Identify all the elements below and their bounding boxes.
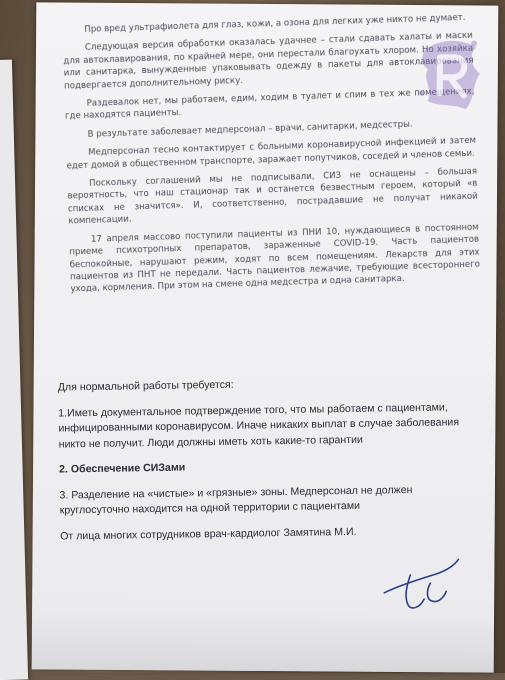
paragraph-processing: Следующая версия обработки оказалась удачнее – стали сдавать халаты и маски для автоклавирования, по крайней мере, они перестали благоухать хлором. Но хозяйка или санитарка, вынужденные упаковывать одежду в пакеты для автоклавирования подвергается дополнительному риску. (63, 31, 474, 92)
page-shadow (32, 609, 494, 672)
r-logo-watermark-icon (416, 33, 487, 113)
document-body-requirements (58, 374, 479, 545)
paragraph-no-rooms: Раздевалок нет, мы работаем, едим, ходим в туалет и спим в тех же помещениях, где находятся пациенты. (64, 86, 475, 122)
paragraph-result: В результате заболевает медперсонал – врачи, санитарки, медсестры. (87, 119, 413, 140)
requirement-item-3: 3. Разделение на «чистые» и «грязные» зоны. Медперсонал не должен круглосуточно находится на одной территории с пациентами (59, 483, 413, 517)
document-page (32, 2, 499, 672)
signature-line: От лица многих сотрудников врач-кардиолог Замятина М.И. (60, 525, 357, 543)
requirement-item-1: 1.Иметь документальное подтверждение того, что мы работаем с пациентами, инфицированными коронавирусом. Иначе никаких выплат в случае заболевания никто не получит. Люди должны иметь хоть какие-то гарантии (58, 400, 460, 451)
paragraph-contact: Медперсонал тесно контактирует с больными коронавирусной инфекцией и затем едет домой в общественном транспорте, заражает попутчиков, соседей и членов семьи. (66, 135, 477, 172)
paragraph-agreements: Поскольку соглашений мы не подписывали, СИЗ не оснащены – большая вероятность, что наш стационар так и останется безвестным героем, который «в списках не значится». И, соответственно, пострадавшие не получат никакой компенсации. (67, 166, 478, 227)
paragraph-april: 17 апреля массово поступили пациенты из ПНИ 10, нуждающиеся в постоянном приеме психотропных препаратов, зараженные COVID-19. Часть пациентов беспокойные, нарушают режим, ходят по всем помещениям. Лекарств для этих пациентов из ПНТ не передали. Часть пациентов лежачие, требующие всестороннего ухода, кормления. При этом на смене одна медсестра и одна санитарка. (69, 222, 481, 295)
requirement-item-2: 2. Обеспечение СИЗами (58, 461, 186, 476)
paragraph-uv: Про вред ультрафиолета для глаз, кожи, а озона для легких уже никто не думает. (84, 12, 466, 35)
handwritten-signature-icon (380, 553, 462, 616)
requirements-title: Для нормальной работы требуется: (57, 378, 234, 394)
